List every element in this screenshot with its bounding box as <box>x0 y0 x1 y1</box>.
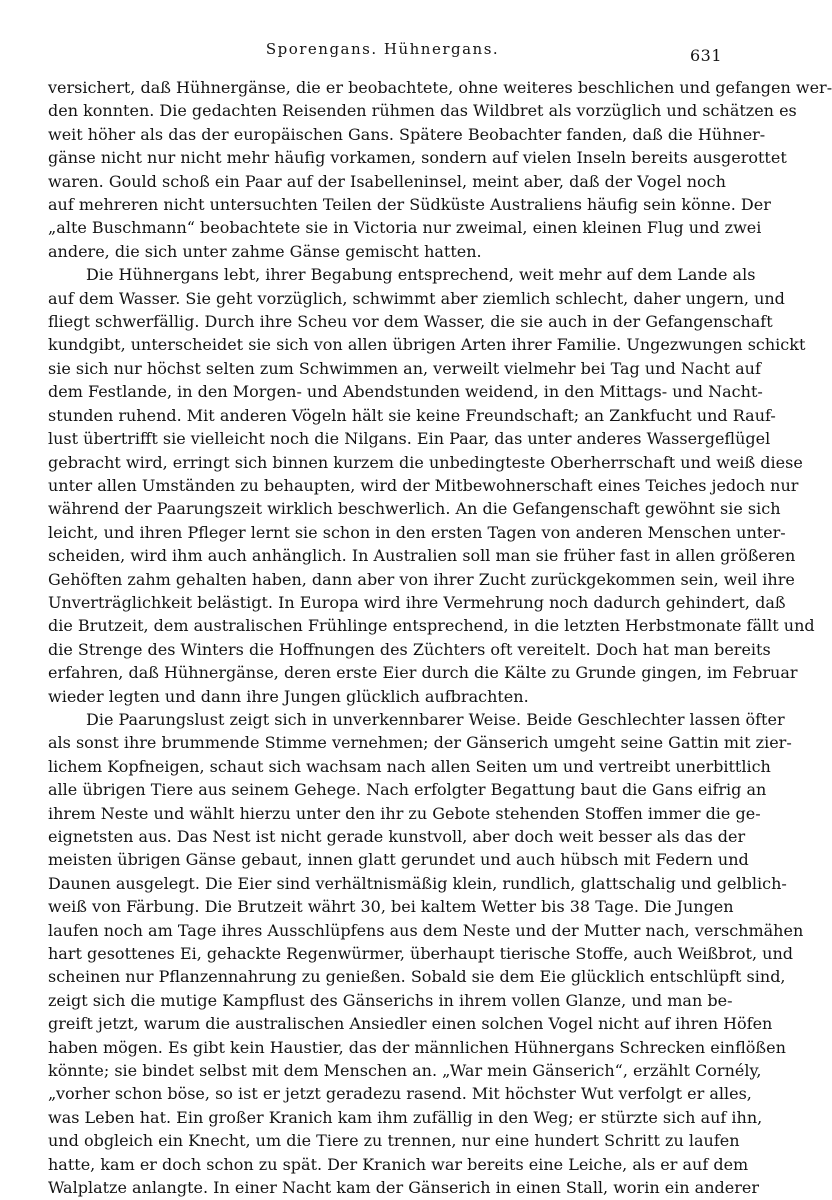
page-number: 631 <box>690 46 723 65</box>
text-line: unter allen Umständen zu behaupten, wird der Mitbewohnerschaft eines Teiches jedoch nur <box>48 475 799 495</box>
text-line: die Brutzeit, dem australischen Frühlinge entsprechend, in die letzten Herbstmonate fällt und <box>48 616 815 636</box>
text-line: andere, die sich unter zahme Gänse gemischt hatten. <box>48 241 482 261</box>
text-line: scheinen nur Pflanzennahrung zu genießen. Sobald sie dem Eie glücklich entschlüpft sind, <box>48 967 786 987</box>
text-line: gebracht wird, erringt sich binnen kurzem die unbedingteste Oberherrschaft und weiß diese <box>48 452 803 472</box>
text-line: könnte; sie bindet selbst mit dem Menschen an. „War mein Gänserich“, erzählt Cornély, <box>48 1061 762 1081</box>
running-head: Sporengans. Hühnergans. <box>265 40 500 58</box>
text-line: stunden ruhend. Mit anderen Vögeln hält sie keine Freundschaft; an Zankfucht und Rauf- <box>48 405 776 425</box>
text-line: Gehöften zahm gehalten haben, dann aber von ihrer Zucht zurückgekommen sein, weil ihre <box>48 569 795 589</box>
text-line: auf mehreren nicht untersuchten Teilen der Südküste Australiens häufig sein könne. Der <box>48 195 771 215</box>
text-line: die Strenge des Winters die Hoffnungen des Züchters oft vereitelt. Doch hat man bereits <box>48 639 771 659</box>
paragraph <box>48 708 804 1200</box>
text-line: laufen noch am Tage ihres Ausschlüpfens aus dem Neste und der Mutter nach, verschmähen <box>48 920 804 940</box>
text-line: Unverträglichkeit belästigt. In Europa wird ihre Vermehrung noch dadurch gehindert, daß <box>48 592 786 612</box>
text-line: erfahren, daß Hühnergänse, deren erste Eier durch die Kälte zu Grunde gingen, im Februar <box>48 663 798 683</box>
text-line: Daunen ausgelegt. Die Eier sind verhältnismäßig klein, rundlich, glattschalig und gelblich- <box>48 873 787 893</box>
text-line: den konnten. Die gedachten Reisenden rühmen das Wildbret als vorzüglich und schätzen es <box>48 101 797 121</box>
text-line: sie sich nur höchst selten zum Schwimmen an, verweilt vielmehr bei Tag und Nacht auf <box>48 358 761 378</box>
text-line: hart gesottenes Ei, gehackte Regenwürmer, überhaupt tierische Stoffe, auch Weißbrot, und <box>48 944 794 964</box>
text-line: weiß von Färbung. Die Brutzeit währt 30, bei kaltem Wetter bis 38 Tage. Die Jungen <box>48 897 734 917</box>
text-line: weit höher als das der europäischen Gans. Spätere Beobachter fanden, daß die Hühner- <box>48 124 766 144</box>
text-line: Walplatze anlangte. In einer Nacht kam der Gänserich in einen Stall, worin ein anderer <box>48 1178 759 1198</box>
text-line: was Leben hat. Ein großer Kranich kam ihm zufällig in den Weg; er stürzte sich auf ihn, <box>48 1107 763 1127</box>
text-line: lust übertrifft sie vielleicht noch die Nilgans. Ein Paar, das unter anderes Wassergeflügel <box>48 429 771 449</box>
text-line: während der Paarungszeit wirklich beschwerlich. An die Gefangenschaft gewöhnt sie sich <box>48 499 781 519</box>
text-line: gänse nicht nur nicht mehr häufig vorkamen, sondern auf vielen Inseln bereits ausgerottet <box>48 148 787 168</box>
text-line: und obgleich ein Knecht, um die Tiere zu trennen, nur eine hundert Schritt zu laufen <box>48 1131 740 1151</box>
text-line: leicht, und ihren Pfleger lernt sie schon in den ersten Tagen von anderen Menschen unter- <box>48 522 786 542</box>
text-line: hatte, kam er doch schon zu spät. Der Kranich war bereits eine Leiche, als er auf dem <box>48 1154 749 1174</box>
text-line: versichert, daß Hühnergänse, die er beobachtete, ohne weiteres beschlichen und gefangen wer- <box>48 78 832 97</box>
text-line: scheiden, wird ihm auch anhänglich. In Australien soll man sie früher fast in allen größeren <box>48 546 796 566</box>
paragraph <box>48 263 815 708</box>
text-line: alle übrigen Tiere aus seinem Gehege. Nach erfolgter Begattung baut die Gans eifrig an <box>48 780 767 800</box>
text-line: „alte Buschmann“ beobachtete sie in Victoria nur zweimal, einen kleinen Flug und zwei <box>48 218 762 238</box>
text-line: greift jetzt, warum die australischen Ansiedler einen solchen Vogel nicht auf ihren Höfen <box>48 1014 773 1034</box>
paragraph <box>48 76 832 263</box>
text-line: wieder legten und dann ihre Jungen glücklich aufbrachten. <box>48 686 529 706</box>
text-line: ihrem Neste und wählt hierzu unter den ihr zu Gebote stehenden Stoffen immer die ge- <box>48 803 761 823</box>
text-line: auf dem Wasser. Sie geht vorzüglich, schwimmt aber ziemlich schlecht, daher ungern, und <box>48 288 785 308</box>
text-line: kundgibt, unterscheidet sie sich von allen übrigen Arten ihrer Familie. Ungezwungen schickt <box>48 335 806 355</box>
text-line: haben mögen. Es gibt kein Haustier, das der männlichen Hühnergans Schrecken einflößen <box>48 1037 786 1057</box>
text-line: waren. Gould schoß ein Paar auf der Isabelleninsel, meint aber, daß der Vogel noch <box>48 171 726 191</box>
text-line: fliegt schwerfällig. Durch ihre Scheu vor dem Wasser, die sie auch in der Gefangenschaft <box>48 312 773 332</box>
text-line: „vorher schon böse, so ist er jetzt geradezu rasend. Mit höchster Wut verfolgt er alles, <box>48 1084 752 1104</box>
text-line: lichem Kopfneigen, schaut sich wachsam nach allen Seiten um und vertreibt unerbittlich <box>48 756 771 776</box>
text-line: als sonst ihre brummende Stimme vernehmen; der Gänserich umgeht seine Gattin mit zier- <box>48 733 792 753</box>
text-line: dem Festlande, in den Morgen- und Abendstunden weidend, in den Mittags- und Nacht- <box>48 382 763 402</box>
text-line: eignetsten aus. Das Nest ist nicht gerade kunstvoll, aber doch weit besser als das der <box>48 827 746 846</box>
text-line: Die Paarungslust zeigt sich in unverkennbarer Weise. Beide Geschlechter lassen öfter <box>86 709 785 729</box>
text-line: zeigt sich die mutige Kampflust des Gänserichs in ihrem vollen Glanze, und man be- <box>48 990 733 1010</box>
text-line: Die Hühnergans lebt, ihrer Begabung entsprechend, weit mehr auf dem Lande als <box>86 265 756 285</box>
body-text <box>48 76 832 1200</box>
text-line: meisten übrigen Gänse gebaut, innen glatt gerundet und auch hübsch mit Federn und <box>48 850 749 870</box>
